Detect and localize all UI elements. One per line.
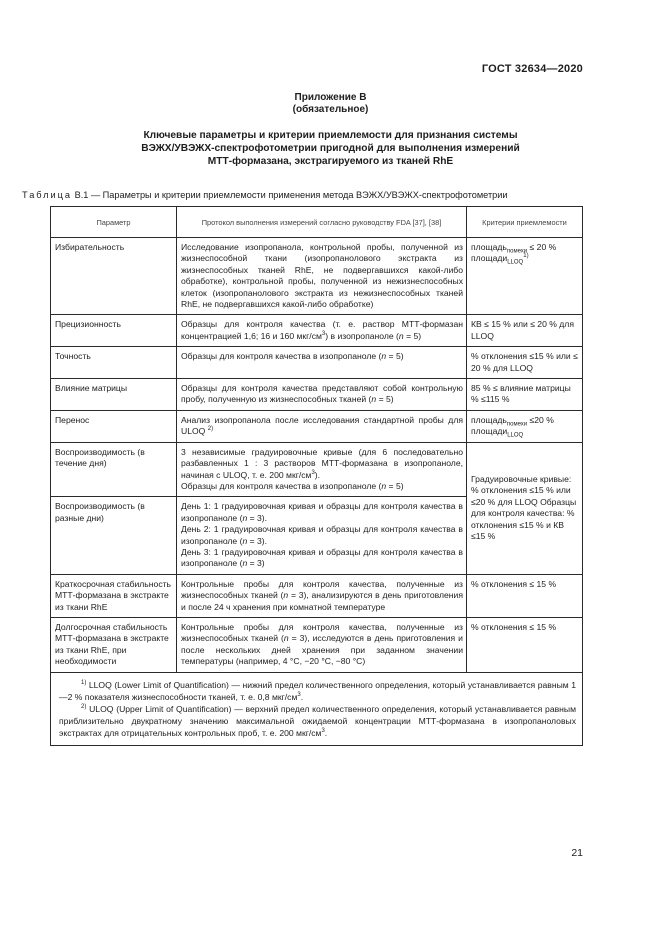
table-row <box>51 617 583 672</box>
cell-criteria: КВ ≤ 15 % или ≤ 20 % для LLOQ <box>467 315 583 347</box>
page-number: 21 <box>571 847 583 859</box>
header-parameter: Параметр <box>51 207 177 238</box>
cell-criteria: % отклонения ≤ 15 % <box>467 617 583 672</box>
table-row <box>51 410 583 442</box>
table-row <box>51 347 583 379</box>
section-title-line: МТТ-формазана, экстрагируемого из тканей RhE <box>207 156 454 167</box>
cell-protocol: Анализ изопропанола после исследования стандартной пробы для ULOQ $^{2)}$ <box>177 410 467 442</box>
section-title-line: ВЭЖХ/УВЭЖХ-спектрофотометрии пригодной для выполнения измерений <box>141 143 520 154</box>
section-title-line: Ключевые параметры и критерии приемлемости для признания системы <box>143 130 518 141</box>
cell-parameter: Точность <box>51 347 177 379</box>
cell-protocol: Образцы для контроля качества (т. е. раствор МТТ-формазан концентрацией 1,6; 16 и 160 мкг/$см^3$) в изопропаноле (n = 5) <box>177 315 467 347</box>
table-footnotes-row <box>51 672 583 745</box>
header-protocol: Протокол выполнения измерений согласно руководству FDA [37], [38] <box>177 207 467 238</box>
table-caption <box>22 190 508 200</box>
cell-parameter: Воспроизводимость (в течение дня) <box>51 442 177 497</box>
cell-criteria: площадь$_{помехи}$ ≤ 20 % площади$_{LLOQ}^{1)}$ <box>467 238 583 315</box>
table-row <box>51 315 583 347</box>
cell-protocol: Контрольные пробы для контроля качества, полученные из жизнеспособных тканей (n = 3), исследуются в день приготовления и после нескольких дней хранения при заданном значении температуры (например, 4 °C, −20 °C, −80 °C) <box>177 617 467 672</box>
cell-protocol: Контрольные пробы для контроля качества, полученные из жизнеспособных тканей (n = 3), анализируются в день приготовления и после 24 ч хранения при комнатной температуре <box>177 574 467 617</box>
cell-parameter: Влияние матрицы <box>51 379 177 411</box>
section-title <box>0 129 661 168</box>
cell-criteria: % отклонения ≤ 15 % <box>467 574 583 617</box>
cell-protocol: Образцы для контроля качества представляют собой контрольную пробу, полученную из жизнеспособных тканей (n = 5) <box>177 379 467 411</box>
appendix-status: (обязательное) <box>292 104 369 115</box>
cell-criteria: % отклонения ≤15 % или ≤ 20 % для LLOQ <box>467 347 583 379</box>
cell-criteria: площадь$_{помехи}$ ≤20 % площади$_{LLOQ}$ <box>467 410 583 442</box>
header-criteria: Критерии приемлемости <box>467 207 583 238</box>
caption-label: Таблица <box>22 190 73 200</box>
standard-number: ГОСТ 32634—2020 <box>481 63 583 75</box>
cell-criteria: 85 % ≤ влияние матрицы % ≤115 % <box>467 379 583 411</box>
cell-parameter: Избирательность <box>51 238 177 315</box>
cell-parameter: Краткосрочная стабильность МТТ-формазана в экстракте из ткани RhE <box>51 574 177 617</box>
table-header-row <box>51 207 583 238</box>
appendix-title: Приложение В <box>294 92 367 103</box>
criteria-table <box>50 206 583 746</box>
table-row <box>51 238 583 315</box>
cell-criteria-reproducibility: Градуировочные кривые: % отклонения ≤15 % или ≤20 % для LLOQ Образцы для контроля качества: % отклонения ≤15 % и КВ ≤15 % <box>467 442 583 574</box>
cell-parameter: Воспроизводимость (в разные дни) <box>51 497 177 574</box>
cell-parameter: Прецизионность <box>51 315 177 347</box>
cell-parameter: Перенос <box>51 410 177 442</box>
cell-protocol: День 1: 1 градуировочная кривая и образцы для контроля качества в изопропаноле (n = 3). День 2: 1 градуировочная кривая и образцы для контроля качества в изопропаноле (n = 3). День 3: 1 градуировочная кривая и образцы для контроля качества в изопропаноле (n = 3) <box>177 497 467 574</box>
cell-protocol: 3 независимые градуировочные кривые (для 6 последовательно разбавленных 1 : 3 растворов МТТ-формазана в изопропаноле, начиная с ULOQ, т. е. 200 мкг/$см^3$). Образцы для контроля качества в изопропаноле (n = 5) <box>177 442 467 497</box>
footnote-lloq: $^{1)}$ LLOQ (Lower Limit of Quantification) — нижний предел количественного определения, который устанавливается равным 1—2 % показателя жизнеспособности тканей, т. е. 0,8 мкг/$см^3$. <box>59 679 576 702</box>
table-row <box>51 379 583 411</box>
caption-text: — Параметры и критерии приемлемости применения метода ВЭЖХ/УВЭЖХ-спектрофотометрии <box>88 190 508 200</box>
cell-parameter: Долгосрочная стабильность МТТ-формазана в экстракте из ткани RhE, при необходимости <box>51 617 177 672</box>
footnote-uloq: $^{2)}$ ULOQ (Upper Limit of Quantification) — верхний предел количественного определения, который устанавливается равным приблизительно двукратному значению максимальной ожидаемой концентрации МТТ-формазана в изопропаноловых экстрактах для отрицательных контрольных проб, т. е. 200 мкг/$см^3$. <box>59 703 576 738</box>
table-footnotes <box>51 672 583 745</box>
cell-protocol: Образцы для контроля качества в изопропаноле (n = 5) <box>177 347 467 379</box>
table-row <box>51 574 583 617</box>
cell-protocol: Исследование изопропанола, контрольной пробы, полученной из жизнеспособной ткани (изопропанолового экстракта из жизнеспособных тканей RhE, не подвергавшихся какой-либо обработке), контрольной пробы, полученной из нежизнеспособных клеток (изопропанолового экстракта из нежизнеспособных тканей RhE, не подвергавшихся какой-либо обработке) <box>177 238 467 315</box>
table-row <box>51 442 583 497</box>
caption-number: В.1 <box>74 190 89 200</box>
